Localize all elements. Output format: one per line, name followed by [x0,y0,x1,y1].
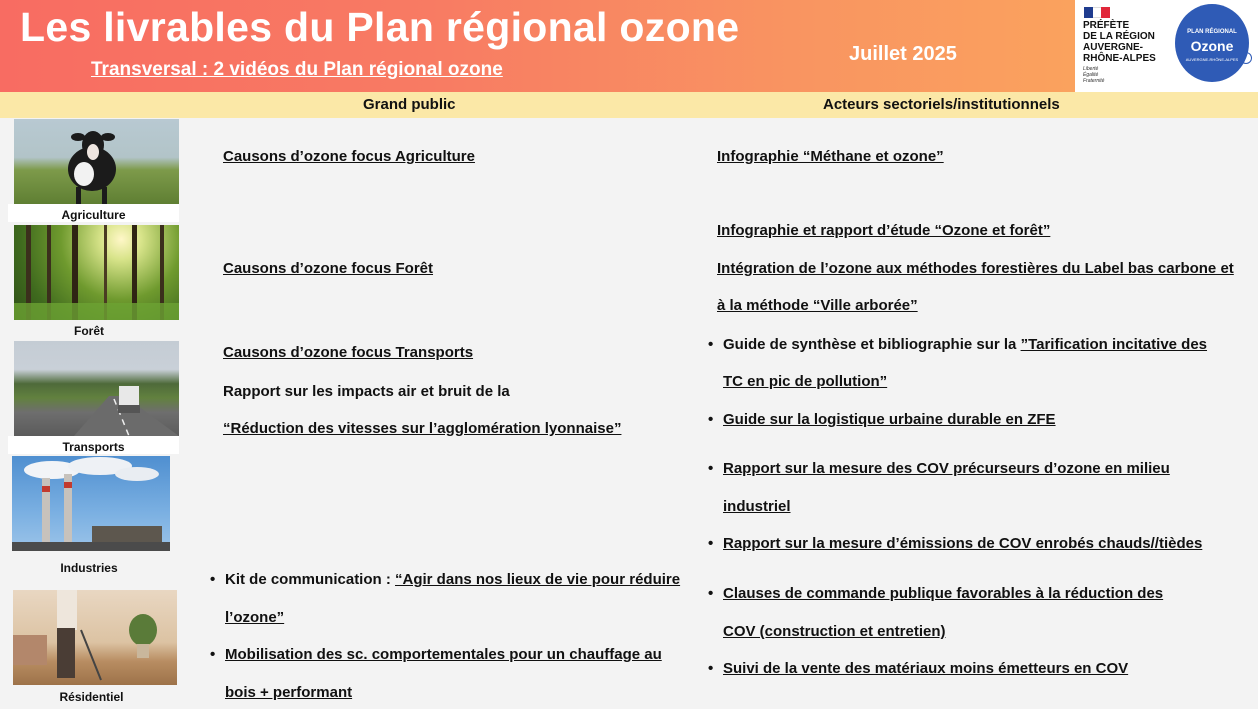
sector-label-residentiel: Résidentiel [59,690,124,704]
link-mobilisation-sciences[interactable]: Mobilisation des sc. comportementales pour un chauffage au [225,646,662,663]
republic-motto: Liberté Égalité Fraternité [1083,66,1105,84]
column-header-actors: Acteurs sectoriels/institutionnels [823,96,1060,113]
agriculture-image [14,119,179,204]
date-label: Juillet 2025 [849,43,957,65]
bullet-icon: • [708,411,714,428]
foret-image [14,225,179,320]
bullet-icon: • [708,460,714,477]
link-tarification-incitative[interactable]: ”Tarification incitative des [1020,336,1208,353]
link-mobilisation-sciences-cont[interactable]: bois + performant [225,684,353,701]
link-causons-ozone-agriculture[interactable]: Causons d’ozone focus Agriculture [223,148,475,165]
plan-ozone-logo: PLAN RÉGIONAL Ozone AUVERGNE-RHÔNE-ALPES [1175,4,1249,82]
header-banner [0,0,1075,92]
column-header-public: Grand public [363,96,456,113]
sector-label-industries: Industries [60,561,118,575]
link-label-bas-carbone[interactable]: Intégration de l’ozone aux méthodes forestières du Label bas carbone et [717,260,1234,277]
kit-communication-item [225,571,680,589]
bullet-icon: • [708,535,714,552]
bullet-icon: • [708,660,714,677]
french-flag-icon [1084,7,1110,18]
bullet-icon: • [708,585,714,602]
link-clauses-commande-publique[interactable]: Clauses de commande publique favorables à la réduction des [723,585,1164,602]
prefecture-logo-text: PRÉFÈTE DE LA RÉGION AUVERGNE- RHÔNE-ALPES [1083,20,1156,64]
link-causons-ozone-foret[interactable]: Causons d’ozone focus Forêt [223,260,434,277]
residentiel-image [13,590,177,685]
link-agir-lieux-de-vie-cont[interactable]: l’ozone” [225,609,285,626]
link-reduction-vitesses[interactable]: “Réduction des vitesses sur l’agglomération lyonnaise” [223,420,622,437]
transports-image [14,341,179,436]
link-infographie-methane[interactable]: Infographie “Méthane et ozone” [717,148,944,165]
link-suivi-vente-materiaux[interactable]: Suivi de la vente des matériaux moins émetteurs en COV [723,660,1129,677]
page-title: Les livrables du Plan régional ozone [20,4,740,50]
link-causons-ozone-transports[interactable]: Causons d’ozone focus Transports [223,344,474,361]
industries-image [12,456,170,551]
link-tarification-incitative-cont[interactable]: TC en pic de pollution” [723,373,888,390]
sector-label-transports: Transports [8,436,179,454]
guide-synthese-label: Guide de synthèse et bibliographie sur la [723,336,1021,353]
sector-label-agriculture: Agriculture [8,204,179,222]
bullet-icon: • [210,571,216,588]
rapport-impacts-text: Rapport sur les impacts air et bruit de la [223,383,510,400]
link-agir-lieux-de-vie[interactable]: “Agir dans nos lieux de vie pour réduire [395,571,681,588]
link-mesure-cov-industriel[interactable]: Rapport sur la mesure des COV précurseurs d’ozone en milieu [723,460,1170,477]
kit-communication-label: Kit de communication : [225,571,396,588]
logos-panel [1075,0,1258,92]
link-ville-arboree[interactable]: à la méthode “Ville arborée” [717,297,918,314]
bullet-icon: • [708,336,714,353]
link-clauses-commande-publique-cont[interactable]: COV (construction et entretien) [723,623,946,640]
column-header-bar [0,92,1258,118]
bullet-icon: • [210,646,216,663]
sector-label-foret: Forêt [74,324,104,338]
guide-synthese-item [723,336,1207,354]
link-infographie-ozone-foret[interactable]: Infographie et rapport d’étude “Ozone et forêt” [717,222,1051,239]
transversal-videos-link[interactable]: Transversal : 2 vidéos du Plan régional ozone [91,59,503,80]
link-logistique-urbaine[interactable]: Guide sur la logistique urbaine durable en ZFE [723,411,1056,428]
link-mesure-cov-industriel-cont[interactable]: industriel [723,498,791,515]
link-enrobes-chauds[interactable]: Rapport sur la mesure d’émissions de COV enrobés chauds//tièdes [723,535,1203,552]
